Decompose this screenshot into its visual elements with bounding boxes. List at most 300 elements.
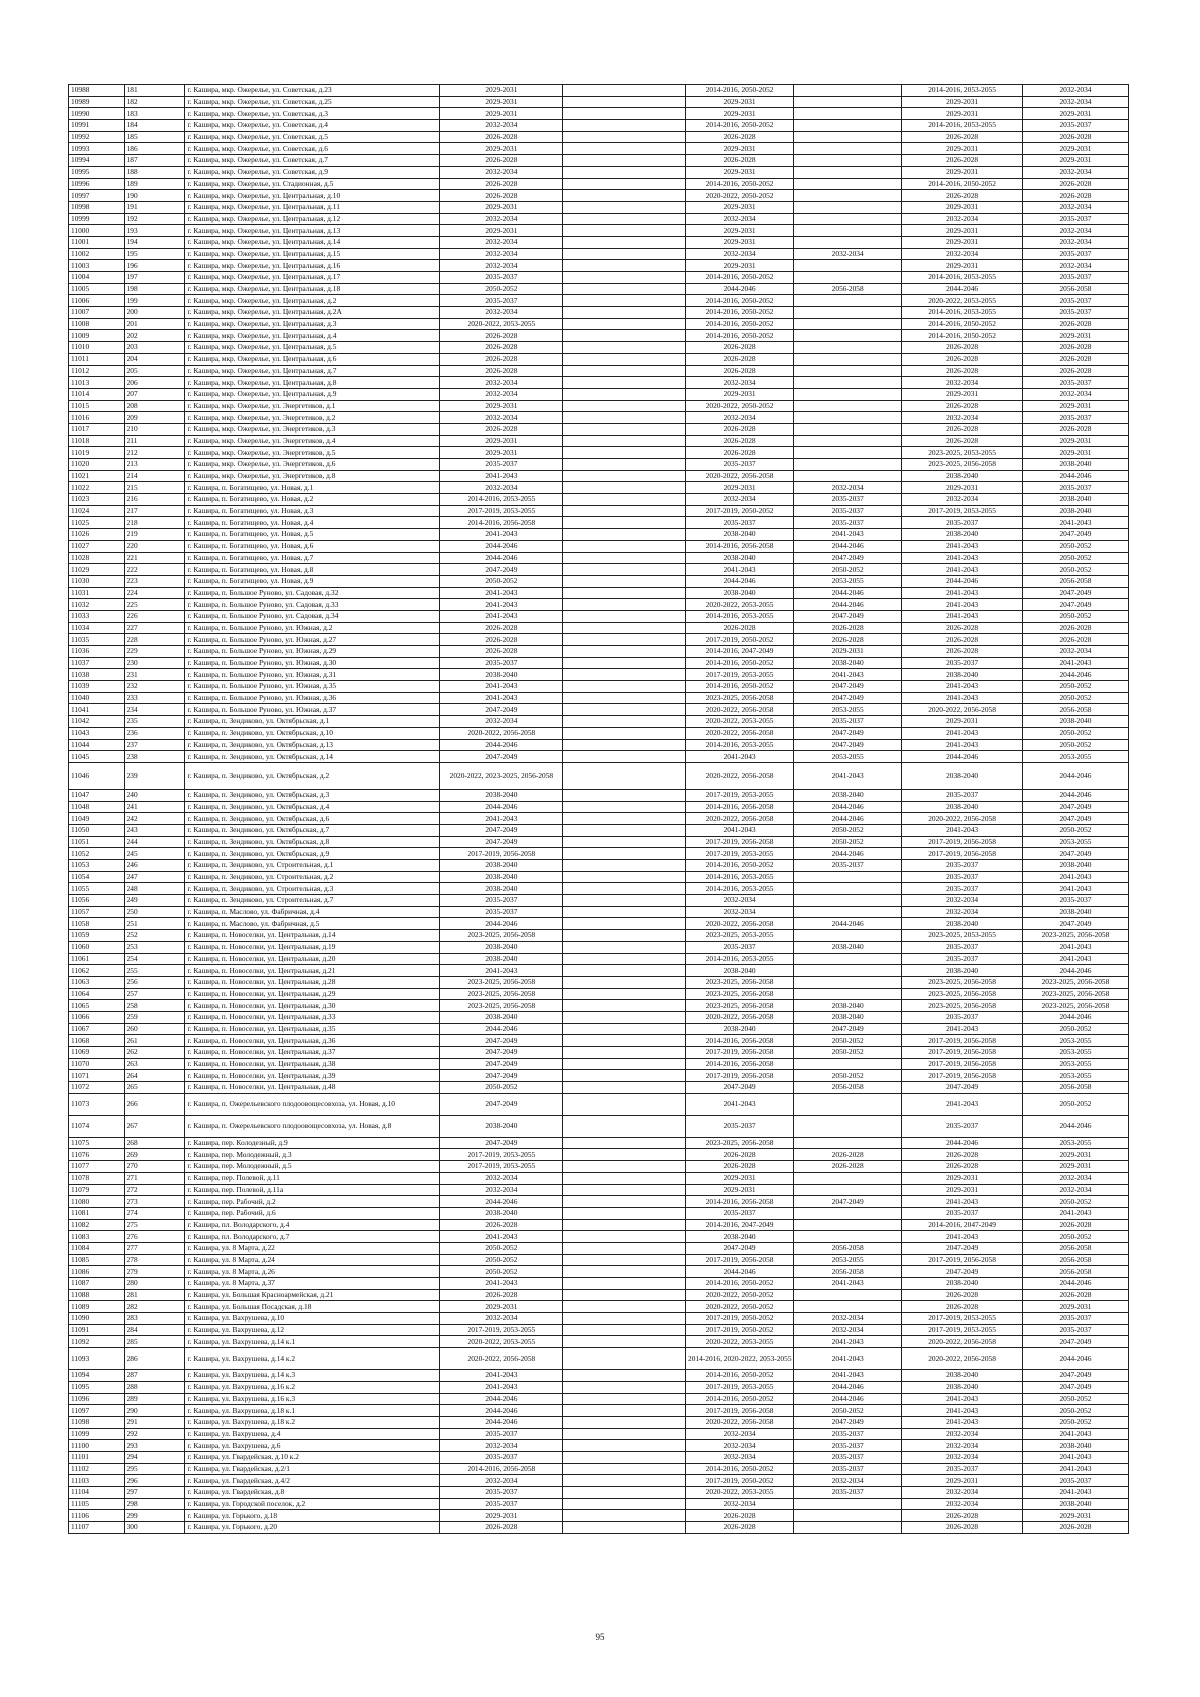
table-cell: 2053-2055 xyxy=(1022,1137,1128,1149)
table-row xyxy=(69,965,1129,977)
table-row xyxy=(69,85,1129,97)
table-cell: 2050-2052 xyxy=(794,564,902,576)
table-cell: г. Кашира, п. Зендиково, ул. Октябрьская, д.13 xyxy=(185,739,440,751)
table-cell xyxy=(794,155,902,167)
table-cell xyxy=(563,1035,686,1047)
table-cell: г. Кашира, ул. 8 Марта, д.24 xyxy=(185,1254,440,1266)
table-cell: 273 xyxy=(124,1196,185,1208)
table-cell: 2032-2034 xyxy=(1022,201,1128,213)
table-cell xyxy=(563,1498,686,1510)
table-cell: 2020-2022, 2056-2058 xyxy=(686,470,794,482)
table-cell: г. Кашира, мкр. Ожерелье, ул. Центральная, д.16 xyxy=(185,260,440,272)
table-cell: 11029 xyxy=(69,564,125,576)
table-cell: 2050-2052 xyxy=(794,824,902,836)
table-cell xyxy=(563,260,686,272)
table-cell xyxy=(563,1149,686,1161)
table-cell: 2032-2034 xyxy=(794,482,902,494)
table-cell: 2038-2040 xyxy=(1022,459,1128,471)
table-cell: 183 xyxy=(124,108,185,120)
table-cell: 251 xyxy=(124,918,185,930)
table-cell: 222 xyxy=(124,564,185,576)
table-row xyxy=(69,1336,1129,1348)
table-cell: 199 xyxy=(124,295,185,307)
table-cell: 2056-2058 xyxy=(1022,575,1128,587)
table-cell: 2035-2037 xyxy=(440,906,563,918)
table-cell: 10989 xyxy=(69,96,125,108)
table-cell: 244 xyxy=(124,836,185,848)
table-cell: 192 xyxy=(124,213,185,225)
table-cell: 261 xyxy=(124,1035,185,1047)
table-cell: 2017-2019, 2050-2052 xyxy=(686,505,794,517)
table-cell: 11025 xyxy=(69,517,125,529)
table-cell xyxy=(563,789,686,801)
table-cell: 2014-2016, 2050-2052 xyxy=(686,681,794,693)
table-cell: 2023-2025, 2056-2058 xyxy=(1022,988,1128,1000)
table-cell: 181 xyxy=(124,85,185,97)
table-cell: 2050-2052 xyxy=(1022,692,1128,704)
table-cell: 224 xyxy=(124,587,185,599)
table-cell: 11096 xyxy=(69,1393,125,1405)
table-cell xyxy=(563,143,686,155)
table-cell: 2038-2040 xyxy=(440,883,563,895)
table-cell: 230 xyxy=(124,657,185,669)
table-cell xyxy=(563,657,686,669)
table-cell: г. Кашира, п. Новоселки, ул. Центральная, д.36 xyxy=(185,1035,440,1047)
table-cell: 2014-2016, 2047-2049 xyxy=(686,1219,794,1231)
table-cell xyxy=(563,1510,686,1522)
table-cell: 11086 xyxy=(69,1266,125,1278)
table-cell: г. Кашира, пл. Володарского, д.7 xyxy=(185,1231,440,1243)
table-cell: 2014-2016, 2056-2058 xyxy=(440,1463,563,1475)
table-cell: 2041-2043 xyxy=(794,1336,902,1348)
table-cell: 2047-2049 xyxy=(902,1082,1023,1094)
table-cell: 2050-2052 xyxy=(1022,739,1128,751)
table-cell: 2041-2043 xyxy=(686,1093,794,1115)
table-row xyxy=(69,953,1129,965)
table-cell: 2029-2031 xyxy=(1022,1301,1128,1313)
table-cell xyxy=(563,517,686,529)
table-cell: 2026-2028 xyxy=(794,622,902,634)
table-cell: 11088 xyxy=(69,1289,125,1301)
table-cell: 2056-2058 xyxy=(794,1242,902,1254)
table-cell: 2038-2040 xyxy=(1022,1440,1128,1452)
table-cell: 2041-2043 xyxy=(902,727,1023,739)
table-cell: 286 xyxy=(124,1348,185,1370)
table-cell: г. Кашира, ул. Гвардейская, д.2/1 xyxy=(185,1463,440,1475)
table-cell xyxy=(563,1451,686,1463)
table-cell: 2032-2034 xyxy=(902,895,1023,907)
table-cell xyxy=(563,96,686,108)
table-cell: 2056-2058 xyxy=(1022,1254,1128,1266)
table-cell xyxy=(794,108,902,120)
table-cell: 11017 xyxy=(69,423,125,435)
table-cell: 2032-2034 xyxy=(440,412,563,424)
table-cell: 2041-2043 xyxy=(440,529,563,541)
table-cell: 2044-2046 xyxy=(1022,789,1128,801)
table-cell: 2032-2034 xyxy=(686,906,794,918)
table-cell: 280 xyxy=(124,1278,185,1290)
table-cell: 11021 xyxy=(69,470,125,482)
table-cell: 295 xyxy=(124,1463,185,1475)
table-cell: 240 xyxy=(124,789,185,801)
table-row xyxy=(69,236,1129,248)
table-cell: 2041-2043 xyxy=(902,681,1023,693)
table-cell: 2023-2025, 2053-2055 xyxy=(902,930,1023,942)
table-cell xyxy=(563,848,686,860)
table-cell: г. Кашира, мкр. Ожерелье, ул. Центральная, д.18 xyxy=(185,283,440,295)
table-cell: 243 xyxy=(124,824,185,836)
table-cell: 2044-2046 xyxy=(794,813,902,825)
table-row xyxy=(69,447,1129,459)
table-cell: 2035-2037 xyxy=(902,941,1023,953)
table-cell: 11093 xyxy=(69,1348,125,1370)
table-cell: 2035-2037 xyxy=(1022,1313,1128,1325)
table-cell: 299 xyxy=(124,1510,185,1522)
table-cell: 2014-2016, 2053-2055 xyxy=(902,120,1023,132)
table-cell: г. Кашира, ул. Вахрушева, д.14 к.1 xyxy=(185,1336,440,1348)
table-cell: 2056-2058 xyxy=(794,1082,902,1094)
table-row xyxy=(69,895,1129,907)
table-cell: г. Кашира, ул. 8 Марта, д.37 xyxy=(185,1278,440,1290)
table-cell: 281 xyxy=(124,1289,185,1301)
table-row xyxy=(69,716,1129,728)
table-cell: 2032-2034 xyxy=(1022,225,1128,237)
table-cell xyxy=(563,1416,686,1428)
table-cell: 2014-2016, 2050-2052 xyxy=(686,178,794,190)
table-cell: 11011 xyxy=(69,353,125,365)
table-cell: 2032-2034 xyxy=(1022,96,1128,108)
table-cell xyxy=(794,377,902,389)
table-cell: 2047-2049 xyxy=(1022,848,1128,860)
table-cell: 11023 xyxy=(69,494,125,506)
table-cell: 2032-2034 xyxy=(1022,1172,1128,1184)
table-cell: 2023-2025, 2053-2055 xyxy=(902,447,1023,459)
table-cell: 2026-2028 xyxy=(794,634,902,646)
table-cell: 2050-2052 xyxy=(440,1266,563,1278)
table-cell xyxy=(563,704,686,716)
table-row xyxy=(69,587,1129,599)
table-cell: 2044-2046 xyxy=(440,1405,563,1417)
table-cell: 2026-2028 xyxy=(686,155,794,167)
table-cell: 228 xyxy=(124,634,185,646)
table-cell xyxy=(794,1219,902,1231)
table-cell: 11070 xyxy=(69,1058,125,1070)
schedule-table xyxy=(68,84,1129,1534)
table-cell: 11026 xyxy=(69,529,125,541)
table-cell xyxy=(563,988,686,1000)
table-cell: 2041-2043 xyxy=(1022,1207,1128,1219)
table-cell: 2029-2031 xyxy=(1022,447,1128,459)
table-cell: 2038-2040 xyxy=(794,1011,902,1023)
table-cell: 10994 xyxy=(69,155,125,167)
table-row xyxy=(69,1313,1129,1325)
table-row xyxy=(69,412,1129,424)
table-row xyxy=(69,789,1129,801)
table-cell xyxy=(563,739,686,751)
table-cell: 10998 xyxy=(69,201,125,213)
table-cell: г. Кашира, мкр. Ожерелье, ул. Центральная, д.2 xyxy=(185,295,440,307)
table-row xyxy=(69,108,1129,120)
table-cell: 256 xyxy=(124,976,185,988)
table-cell: 205 xyxy=(124,365,185,377)
table-cell: 11053 xyxy=(69,860,125,872)
table-cell: 2026-2028 xyxy=(1022,365,1128,377)
table-cell: 2032-2034 xyxy=(902,1428,1023,1440)
table-cell: 231 xyxy=(124,669,185,681)
table-cell: 2050-2052 xyxy=(1022,727,1128,739)
table-cell xyxy=(563,423,686,435)
table-cell: 11049 xyxy=(69,813,125,825)
table-cell: г. Кашира, п. Новоселки, ул. Центральная, д.30 xyxy=(185,1000,440,1012)
table-cell: 2044-2046 xyxy=(686,283,794,295)
table-cell: 11091 xyxy=(69,1324,125,1336)
table-cell: г. Кашира, ул. Гвардейская, д.4/2 xyxy=(185,1475,440,1487)
table-row xyxy=(69,1451,1129,1463)
table-cell: 2056-2058 xyxy=(1022,704,1128,716)
table-cell: 2014-2016, 2053-2055 xyxy=(902,85,1023,97)
table-cell: 2032-2034 xyxy=(1022,260,1128,272)
table-row xyxy=(69,1498,1129,1510)
table-cell: 2032-2034 xyxy=(440,377,563,389)
table-cell: 10996 xyxy=(69,178,125,190)
table-cell: 2047-2049 xyxy=(794,739,902,751)
table-cell xyxy=(563,692,686,704)
table-row xyxy=(69,1035,1129,1047)
table-cell: 2050-2052 xyxy=(794,1047,902,1059)
table-cell: 2014-2016, 2050-2052 xyxy=(686,1393,794,1405)
table-cell: 279 xyxy=(124,1266,185,1278)
table-cell: 2017-2019, 2053-2055 xyxy=(440,505,563,517)
table-row xyxy=(69,470,1129,482)
table-cell: 2020-2022, 2056-2058 xyxy=(686,727,794,739)
table-cell: 11090 xyxy=(69,1313,125,1325)
table-cell: 2044-2046 xyxy=(440,1416,563,1428)
table-cell: 2032-2034 xyxy=(1022,85,1128,97)
table-cell: 11095 xyxy=(69,1381,125,1393)
table-cell xyxy=(563,716,686,728)
table-cell: 2020-2022, 2056-2058 xyxy=(686,1416,794,1428)
table-cell xyxy=(563,1115,686,1137)
table-cell: 2035-2037 xyxy=(686,941,794,953)
table-cell: 11083 xyxy=(69,1231,125,1243)
table-cell: 2020-2022, 2056-2058 xyxy=(686,813,794,825)
table-cell: 2041-2043 xyxy=(1022,953,1128,965)
table-cell: 2035-2037 xyxy=(1022,120,1128,132)
table-cell xyxy=(794,1115,902,1137)
table-cell: 2044-2046 xyxy=(686,1266,794,1278)
table-cell xyxy=(563,1219,686,1231)
table-cell: 11104 xyxy=(69,1487,125,1499)
table-cell: 2029-2031 xyxy=(440,225,563,237)
table-cell: 2035-2037 xyxy=(794,1428,902,1440)
table-cell: г. Кашира, п. Зендиково, ул. Октябрьская, д.1 xyxy=(185,716,440,728)
table-cell: 218 xyxy=(124,517,185,529)
table-cell xyxy=(563,248,686,260)
table-cell: г. Кашира, п. Новоселки, ул. Центральная, д.28 xyxy=(185,976,440,988)
table-row xyxy=(69,1487,1129,1499)
table-cell: 190 xyxy=(124,190,185,202)
table-cell: 2038-2040 xyxy=(686,552,794,564)
table-cell xyxy=(563,272,686,284)
table-cell: 2032-2034 xyxy=(902,906,1023,918)
table-cell: 2014-2016, 2053-2055 xyxy=(686,883,794,895)
table-cell: 2041-2043 xyxy=(1022,871,1128,883)
table-cell: 214 xyxy=(124,470,185,482)
table-cell xyxy=(794,965,902,977)
table-cell xyxy=(563,108,686,120)
table-cell: 2041-2043 xyxy=(440,610,563,622)
table-cell: 2047-2049 xyxy=(686,1082,794,1094)
table-cell: 246 xyxy=(124,860,185,872)
table-cell: г. Кашира, мкр. Ожерелье, ул. Центральная, д.6 xyxy=(185,353,440,365)
table-cell: 2050-2052 xyxy=(1022,1393,1128,1405)
table-row xyxy=(69,201,1129,213)
table-cell: 11102 xyxy=(69,1463,125,1475)
table-row xyxy=(69,494,1129,506)
table-cell: 11084 xyxy=(69,1242,125,1254)
table-cell: 2044-2046 xyxy=(794,540,902,552)
table-cell: 264 xyxy=(124,1070,185,1082)
table-cell: 2044-2046 xyxy=(902,575,1023,587)
table-cell: 11072 xyxy=(69,1082,125,1094)
table-cell: 2041-2043 xyxy=(686,751,794,763)
table-cell xyxy=(563,388,686,400)
table-cell xyxy=(563,1324,686,1336)
table-cell: 11031 xyxy=(69,587,125,599)
table-cell: г. Кашира, п. Новоселки, ул. Центральная, д.14 xyxy=(185,930,440,942)
table-cell: 2017-2019, 2056-2058 xyxy=(902,1035,1023,1047)
table-cell: 196 xyxy=(124,260,185,272)
table-cell: 2053-2055 xyxy=(794,704,902,716)
table-cell: 200 xyxy=(124,307,185,319)
table-row xyxy=(69,178,1129,190)
table-row xyxy=(69,976,1129,988)
table-cell: г. Кашира, пер. Молодежный, д.5 xyxy=(185,1161,440,1173)
table-cell: 11107 xyxy=(69,1522,125,1534)
table-cell: 211 xyxy=(124,435,185,447)
table-cell: г. Кашира, мкр. Ожерелье, ул. Стадионная, д.5 xyxy=(185,178,440,190)
table-cell: 2035-2037 xyxy=(686,1207,794,1219)
table-cell: 2032-2034 xyxy=(440,307,563,319)
table-cell: 2035-2037 xyxy=(440,657,563,669)
table-cell: 2026-2028 xyxy=(1022,190,1128,202)
table-cell: 11042 xyxy=(69,716,125,728)
table-row xyxy=(69,1000,1129,1012)
table-cell: 2044-2046 xyxy=(794,599,902,611)
table-cell: 2035-2037 xyxy=(902,517,1023,529)
table-cell: 2017-2019, 2056-2058 xyxy=(686,1405,794,1417)
table-cell: 2050-2052 xyxy=(440,1242,563,1254)
table-cell: 2047-2049 xyxy=(1022,599,1128,611)
table-cell xyxy=(563,941,686,953)
table-cell xyxy=(563,622,686,634)
table-cell: 275 xyxy=(124,1219,185,1231)
table-row xyxy=(69,1011,1129,1023)
table-cell xyxy=(563,871,686,883)
table-cell: 2047-2049 xyxy=(686,1242,794,1254)
table-cell: 11020 xyxy=(69,459,125,471)
table-cell: 11016 xyxy=(69,412,125,424)
table-cell: 241 xyxy=(124,801,185,813)
table-cell: 221 xyxy=(124,552,185,564)
table-cell xyxy=(794,236,902,248)
table-cell: 2026-2028 xyxy=(1022,342,1128,354)
table-cell: 2041-2043 xyxy=(1022,657,1128,669)
table-row xyxy=(69,610,1129,622)
table-cell: 11101 xyxy=(69,1451,125,1463)
table-cell: 2014-2016, 2050-2052 xyxy=(686,85,794,97)
table-cell xyxy=(563,669,686,681)
table-cell xyxy=(563,377,686,389)
table-cell: 2020-2022, 2023-2025, 2056-2058 xyxy=(440,762,563,789)
table-cell: г. Кашира, п. Большое Руново, ул. Южная, д.31 xyxy=(185,669,440,681)
table-cell: 265 xyxy=(124,1082,185,1094)
table-cell: 2026-2028 xyxy=(440,178,563,190)
table-cell: 2044-2046 xyxy=(1022,1348,1128,1370)
table-cell: 2041-2043 xyxy=(1022,941,1128,953)
table-cell: 2038-2040 xyxy=(794,1000,902,1012)
table-cell: 2026-2028 xyxy=(902,1510,1023,1522)
table-row xyxy=(69,1475,1129,1487)
table-row xyxy=(69,517,1129,529)
table-cell: 2026-2028 xyxy=(794,1149,902,1161)
table-cell: 2056-2058 xyxy=(1022,1082,1128,1094)
table-row xyxy=(69,1184,1129,1196)
table-cell xyxy=(794,1301,902,1313)
table-cell: г. Кашира, пер. Рабочий, д.2 xyxy=(185,1196,440,1208)
table-cell: 296 xyxy=(124,1475,185,1487)
table-cell: 2041-2043 xyxy=(902,1416,1023,1428)
table-cell: г. Кашира, ул. 8 Марта, д.26 xyxy=(185,1266,440,1278)
table-cell: 2014-2016, 2053-2055 xyxy=(686,610,794,622)
table-cell: 235 xyxy=(124,716,185,728)
table-cell: 2014-2016, 2053-2055 xyxy=(686,871,794,883)
table-cell xyxy=(794,342,902,354)
table-cell xyxy=(794,976,902,988)
table-cell: г. Кашира, п. Новоселки, ул. Центральная, д.38 xyxy=(185,1058,440,1070)
table-row xyxy=(69,1242,1129,1254)
table-cell xyxy=(563,1242,686,1254)
table-cell: 2050-2052 xyxy=(794,1070,902,1082)
table-cell: 269 xyxy=(124,1149,185,1161)
table-cell: 2035-2037 xyxy=(1022,482,1128,494)
table-cell: 2047-2049 xyxy=(902,1266,1023,1278)
table-cell: 2038-2040 xyxy=(1022,494,1128,506)
table-cell: 2038-2040 xyxy=(1022,716,1128,728)
table-cell: 2056-2058 xyxy=(1022,1266,1128,1278)
table-cell: г. Кашира, ул. Горького, д.20 xyxy=(185,1522,440,1534)
table-cell xyxy=(563,801,686,813)
table-row xyxy=(69,1161,1129,1173)
table-cell: 217 xyxy=(124,505,185,517)
table-cell: 2029-2031 xyxy=(686,96,794,108)
table-cell xyxy=(563,470,686,482)
table-cell: 2050-2052 xyxy=(1022,1196,1128,1208)
table-cell: г. Кашира, мкр. Ожерелье, ул. Центральная, д.14 xyxy=(185,236,440,248)
table-cell: 2014-2016, 2053-2055 xyxy=(686,739,794,751)
table-cell: 2014-2016, 2050-2052 xyxy=(902,178,1023,190)
table-cell: 2014-2016, 2053-2055 xyxy=(902,272,1023,284)
table-cell: 293 xyxy=(124,1440,185,1452)
table-cell xyxy=(563,1161,686,1173)
table-cell: 2023-2025, 2056-2058 xyxy=(686,988,794,1000)
table-cell: 2050-2052 xyxy=(1022,1405,1128,1417)
table-cell: 2032-2034 xyxy=(902,412,1023,424)
table-row xyxy=(69,529,1129,541)
table-cell: 2041-2043 xyxy=(440,1381,563,1393)
table-cell: 2044-2046 xyxy=(440,801,563,813)
table-cell: 2026-2028 xyxy=(686,1161,794,1173)
